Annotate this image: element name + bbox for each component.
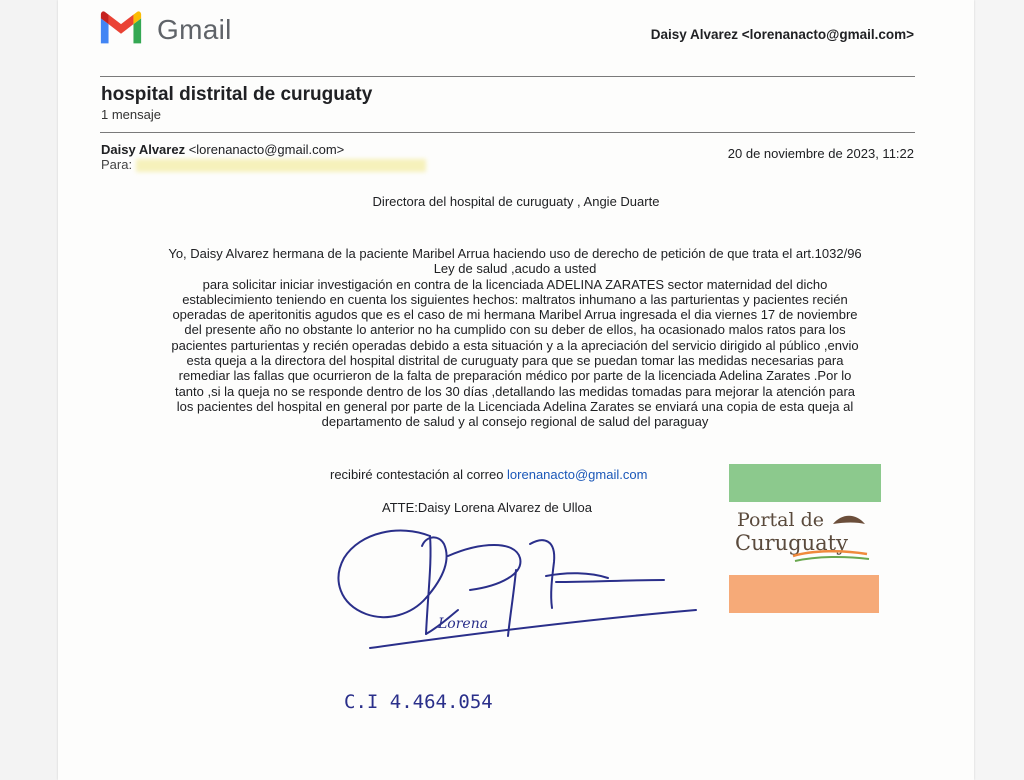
id-number-text: C.I 4.464.054 bbox=[344, 691, 493, 713]
logo-line-2: Curuguaty bbox=[735, 531, 848, 555]
logo-line-1: Portal de bbox=[737, 509, 825, 531]
subject-divider bbox=[100, 132, 915, 133]
gmail-logo-icon bbox=[98, 10, 144, 46]
body-line: establecimiento teniendo en cuenta los siguientes hechos: maltratos inhumano a las parturientas y pacientes recién bbox=[182, 291, 848, 307]
header-divider bbox=[100, 76, 915, 77]
body-line: remediar las fallas que ocurrieron de la falta de preparación médico por parte de la licenciada Adelina Zarates .Por lo bbox=[178, 368, 852, 384]
account-header: Daisy Alvarez <lorenanacto@gmail.com> bbox=[650, 27, 914, 42]
letter-body bbox=[112, 246, 918, 430]
handwritten-signature bbox=[330, 522, 710, 662]
scan-background-right bbox=[974, 0, 1024, 780]
body-line: tanto ,si la queja no se responde dentro de los 30 días ,detallando las medidas tomadas para mejorar la atención para bbox=[174, 383, 856, 399]
body-line: pacientes parturientas y recién operadas debido a esta situación y a la apreciación del servicio dirigido al público ,envio bbox=[171, 337, 859, 353]
recipient-label: Para: bbox=[101, 157, 133, 172]
body-line: del presente año no obstante lo anterior no ha cumplido con su deber de ellos, ha ocasionado malos ratos para los bbox=[184, 322, 846, 338]
recipient-redaction bbox=[136, 159, 426, 172]
body-line: esta queja a la directora del hospital distrital de curuguaty para que se puedan tomar las medidas necesarias para bbox=[186, 353, 844, 369]
sender-line bbox=[101, 142, 344, 157]
handwritten-id-number bbox=[340, 682, 560, 722]
letter-addressee: Directora del hospital de curuguaty , Angie Duarte bbox=[372, 194, 660, 209]
sender-email: <lorenanacto@gmail.com> bbox=[188, 142, 345, 157]
message-date: 20 de noviembre de 2023, 11:22 bbox=[727, 146, 914, 161]
signature-word: Lorena bbox=[438, 616, 489, 632]
body-line: los pacientes del hospital en general por parte de la Licenciada Adelina Zarates se enviará una copia de esta queja al bbox=[176, 398, 854, 414]
signoff: ATTE:Daisy Lorena Alvarez de Ulloa bbox=[382, 500, 593, 515]
portal-de-curuguaty-logo bbox=[733, 506, 883, 570]
watermark-orange-bar bbox=[729, 575, 879, 613]
thread-subject: hospital distrital de curuguaty bbox=[101, 84, 373, 105]
body-line: Yo, Daisy Alvarez hermana de la paciente Maribel Arrua haciendo uso de derecho de petición de que trata el art.1032/96 bbox=[168, 246, 862, 261]
body-line: operadas de aperitonitis agudos que es el caso de mi hermana Maribel Arrua ingresada el dia viernes 17 de noviembre bbox=[172, 307, 858, 323]
gmail-wordmark: Gmail bbox=[157, 14, 232, 45]
logo-roof-icon bbox=[833, 516, 865, 524]
sender-name: Daisy Alvarez bbox=[101, 142, 186, 157]
body-line: para solicitar iniciar investigación en contra de la licenciada ADELINA ZARATES sector maternidad del dicho bbox=[202, 276, 828, 292]
body-line: departamento de salud y al consejo regional de salud del paraguay bbox=[321, 414, 709, 430]
reply-email-link[interactable]: lorenanacto@gmail.com bbox=[507, 467, 648, 482]
body-line: Ley de salud ,acudo a usted bbox=[433, 261, 597, 277]
scan-background-left bbox=[0, 0, 58, 780]
message-count: 1 mensaje bbox=[101, 107, 161, 122]
reply-text: recibiré contestación al correo bbox=[330, 467, 504, 482]
watermark-green-bar bbox=[729, 464, 881, 502]
reply-instruction bbox=[330, 467, 647, 482]
